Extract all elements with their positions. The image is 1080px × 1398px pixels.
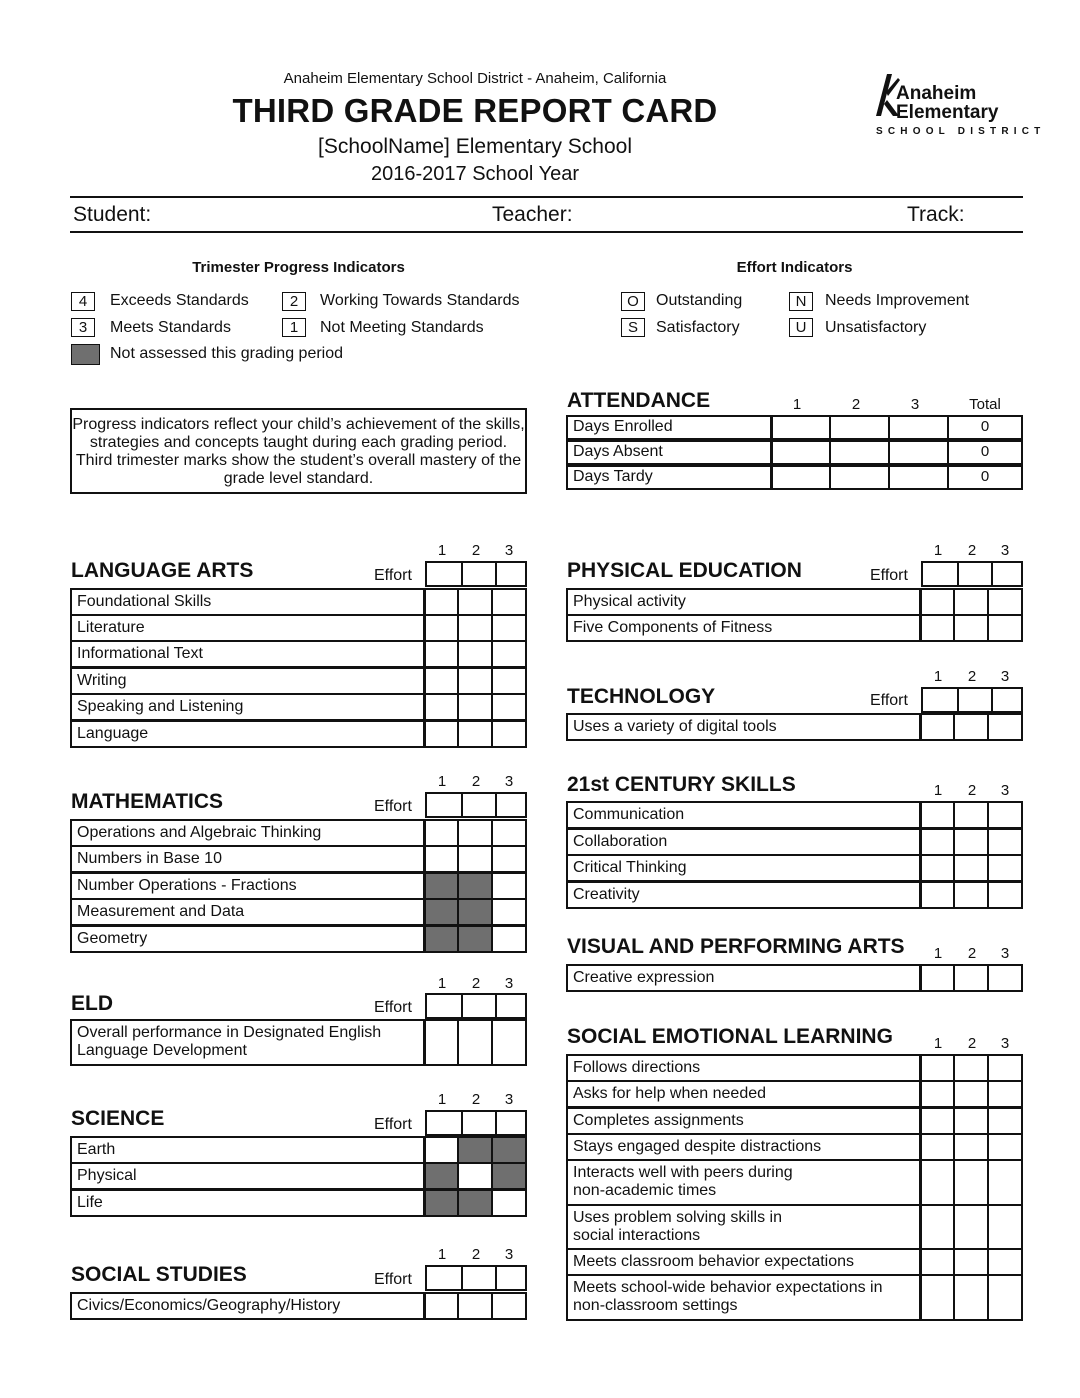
legend-label: Working Towards Standards [320, 292, 520, 309]
row-label: Language [77, 725, 149, 742]
row-label: Writing [77, 672, 127, 689]
attendance-cell[interactable] [829, 442, 888, 463]
table-row [566, 588, 1023, 616]
table-row [566, 854, 1023, 882]
grade-cell[interactable] [457, 695, 491, 719]
legend-code: 2 [282, 292, 306, 311]
grade-cell[interactable] [919, 1276, 953, 1319]
legend-code: S [621, 318, 645, 337]
not-assessed-cell [423, 1191, 457, 1215]
legend-code: 1 [282, 318, 306, 337]
attendance-col: 1 [792, 396, 802, 413]
grade-cell[interactable] [987, 1082, 1021, 1106]
grade-cell[interactable] [491, 900, 525, 924]
grade-cell[interactable] [987, 830, 1021, 854]
grade-cell[interactable] [491, 642, 525, 666]
grade-cell[interactable] [987, 1109, 1021, 1133]
attendance-col: Total [969, 396, 1001, 413]
table-row [566, 1054, 1023, 1082]
divider [70, 196, 1023, 198]
grade-cell[interactable] [987, 616, 1021, 640]
period-number: 1 [437, 1091, 447, 1108]
period-number: 1 [933, 542, 943, 559]
logo-line1: Anaheim [896, 83, 977, 104]
period-number: 2 [471, 542, 481, 559]
student-label: Student: [73, 203, 152, 226]
attendance-col: 3 [910, 396, 920, 413]
table-row [70, 819, 527, 847]
row-label: Literature [77, 619, 145, 636]
table-row [566, 1080, 1023, 1108]
effort-cell[interactable] [957, 563, 991, 585]
effort-cell[interactable] [923, 563, 957, 585]
effort-cell[interactable] [427, 995, 461, 1017]
table-row [566, 1133, 1023, 1161]
grade-cell[interactable] [919, 1056, 953, 1080]
grade-cell[interactable] [953, 803, 987, 827]
attendance-cell[interactable] [770, 467, 829, 488]
row-label [72, 1021, 423, 1064]
grade-cell[interactable] [423, 1138, 457, 1162]
not-assessed-cell [457, 900, 491, 924]
not-assessed-cell [457, 1138, 491, 1162]
grade-cell[interactable] [457, 722, 491, 746]
effort-box [425, 993, 527, 1019]
effort-label: Effort [374, 1116, 412, 1133]
effort-cell[interactable] [427, 1267, 461, 1289]
table-row [70, 693, 527, 721]
grade-cell[interactable] [423, 821, 457, 845]
period-number: 3 [504, 1246, 514, 1263]
not-assessed-cell [423, 874, 457, 898]
not-assessed-cell [491, 1138, 525, 1162]
row-label-line: Language Development [77, 1042, 247, 1059]
legend-label: Not assessed this grading period [110, 345, 344, 362]
effort-cell[interactable] [461, 1112, 495, 1134]
row-label: Creativity [573, 886, 640, 903]
attendance-row [566, 465, 1023, 490]
row-label-line: non-academic times [573, 1182, 717, 1199]
grade-cell[interactable] [987, 1206, 1021, 1248]
legend-code: 4 [71, 292, 95, 311]
effort-box [425, 561, 527, 587]
section-title-physical-education: PHYSICAL EDUCATION [567, 559, 802, 582]
grade-cell[interactable] [919, 830, 953, 854]
effort-label: Effort [374, 1271, 412, 1288]
grade-cell[interactable] [919, 883, 953, 907]
effort-box [425, 1110, 527, 1136]
grade-cell[interactable] [953, 966, 987, 990]
table-row [70, 898, 527, 926]
attendance-cell[interactable] [888, 442, 947, 463]
grade-cell[interactable] [457, 1164, 491, 1188]
row-label-line: Overall performance in Designated English [77, 1024, 382, 1041]
effort-cell[interactable] [461, 563, 495, 585]
progress-legend-title: Trimester Progress Indicators [192, 259, 405, 276]
table-row [566, 881, 1023, 909]
row-label: Life [77, 1194, 103, 1211]
attendance-total[interactable]: 0 [947, 417, 1021, 438]
effort-label: Effort [374, 999, 412, 1016]
grade-cell[interactable] [491, 821, 525, 845]
grade-cell[interactable] [423, 722, 457, 746]
grade-cell[interactable] [919, 803, 953, 827]
effort-cell[interactable] [495, 1112, 525, 1134]
grade-cell[interactable] [919, 590, 953, 614]
attendance-cell[interactable] [770, 442, 829, 463]
grade-cell[interactable] [953, 883, 987, 907]
effort-cell[interactable] [495, 1267, 525, 1289]
grade-cell[interactable] [987, 1161, 1021, 1204]
grade-cell[interactable] [953, 1276, 987, 1319]
grade-cell[interactable] [491, 874, 525, 898]
period-number: 3 [504, 542, 514, 559]
grade-cell[interactable] [953, 1056, 987, 1080]
divider [70, 231, 1023, 233]
grade-cell[interactable] [423, 616, 457, 640]
period-number: 2 [471, 975, 481, 992]
table-row [566, 1274, 1023, 1321]
period-number: 1 [437, 542, 447, 559]
table-row [70, 925, 527, 953]
legend-label: Needs Improvement [825, 292, 970, 309]
grade-cell[interactable] [491, 616, 525, 640]
table-row [70, 1019, 527, 1066]
period-number: 1 [933, 782, 943, 799]
effort-box [921, 687, 1023, 713]
grade-cell[interactable] [457, 590, 491, 614]
grade-cell[interactable] [953, 715, 987, 739]
grade-cell[interactable] [457, 642, 491, 666]
section-title-science: SCIENCE [71, 1107, 165, 1130]
legend-label: Not Meeting Standards [320, 319, 484, 336]
effort-box [921, 561, 1023, 587]
effort-cell[interactable] [461, 1267, 495, 1289]
legend-label: Meets Standards [110, 319, 231, 336]
section-title-visual-performing-arts: VISUAL AND PERFORMING ARTS [567, 935, 905, 958]
grade-cell[interactable] [987, 856, 1021, 880]
attendance-title: ATTENDANCE [567, 389, 711, 412]
row-label: Communication [573, 806, 685, 823]
grade-cell[interactable] [491, 669, 525, 693]
period-number: 2 [967, 542, 977, 559]
period-number: 3 [504, 773, 514, 790]
grade-cell[interactable] [457, 1021, 491, 1064]
not-assessed-cell [457, 874, 491, 898]
period-number: 2 [967, 1035, 977, 1052]
table-row [70, 1136, 527, 1164]
period-number: 3 [504, 1091, 514, 1108]
effort-cell[interactable] [495, 563, 525, 585]
grade-cell[interactable] [953, 590, 987, 614]
attendance-cell[interactable] [888, 467, 947, 488]
table-row [566, 614, 1023, 642]
attendance-cell[interactable] [888, 417, 947, 438]
legend-label: Unsatisfactory [825, 319, 927, 336]
grade-cell[interactable] [987, 715, 1021, 739]
grade-cell[interactable] [919, 1161, 953, 1204]
grade-cell[interactable] [987, 803, 1021, 827]
row-label: Measurement and Data [77, 903, 245, 920]
table-row [566, 828, 1023, 856]
table-row [70, 614, 527, 642]
attendance-total[interactable]: 0 [947, 442, 1021, 463]
row-label [568, 1276, 919, 1319]
effort-label: Effort [374, 798, 412, 815]
grade-cell[interactable] [987, 966, 1021, 990]
grade-cell[interactable] [953, 1250, 987, 1274]
grade-cell[interactable] [987, 590, 1021, 614]
row-label [568, 1206, 919, 1248]
grade-cell[interactable] [423, 1294, 457, 1318]
grade-cell[interactable] [491, 847, 525, 871]
grade-cell[interactable] [953, 830, 987, 854]
grade-cell[interactable] [457, 847, 491, 871]
row-label: Numbers in Base 10 [77, 850, 222, 867]
grade-cell[interactable] [423, 669, 457, 693]
track-label: Track: [907, 203, 965, 226]
grade-cell[interactable] [987, 1250, 1021, 1274]
period-number: 2 [471, 773, 481, 790]
row-label: Civics/Economics/Geography/History [77, 1297, 341, 1314]
grade-cell[interactable] [919, 1082, 953, 1106]
legend-code: O [621, 292, 645, 311]
grade-cell[interactable] [919, 1135, 953, 1159]
row-label: Completes assignments [573, 1112, 744, 1129]
period-number: 3 [1000, 668, 1010, 685]
attendance-row [566, 415, 1023, 440]
grade-cell[interactable] [423, 642, 457, 666]
grade-cell[interactable] [987, 1056, 1021, 1080]
row-label: Meets classroom behavior expectations [573, 1253, 855, 1270]
row-label: Informational Text [77, 645, 203, 662]
section-title-mathematics: MATHEMATICS [71, 790, 224, 813]
table-row [566, 1248, 1023, 1276]
row-label: Foundational Skills [77, 593, 212, 610]
effort-legend-title: Effort Indicators [736, 259, 853, 276]
not-assessed-cell [457, 927, 491, 951]
grade-cell[interactable] [491, 695, 525, 719]
grade-cell[interactable] [423, 1021, 457, 1064]
attendance-row-label: Days Absent [573, 443, 663, 460]
row-label: Critical Thinking [573, 859, 687, 876]
section-title-social-studies: SOCIAL STUDIES [71, 1263, 247, 1286]
effort-cell[interactable] [495, 794, 525, 816]
effort-label: Effort [870, 567, 908, 584]
grade-cell[interactable] [919, 966, 953, 990]
grade-cell[interactable] [919, 1250, 953, 1274]
logo-subtitle: SCHOOL DISTRICT [876, 126, 1046, 137]
page-title: THIRD GRADE REPORT CARD [232, 92, 718, 129]
row-label: Follows directions [573, 1059, 701, 1076]
effort-cell[interactable] [923, 689, 957, 711]
effort-cell[interactable] [427, 1112, 461, 1134]
effort-cell[interactable] [991, 563, 1021, 585]
grade-cell[interactable] [491, 1021, 525, 1064]
row-label: Uses a variety of digital tools [573, 718, 777, 735]
grade-cell[interactable] [423, 590, 457, 614]
progress-note: Progress indicators reflect your child’s achievement of the skills, strategies and concepts taught during each grading period. Third trimester marks show the student’s overall mastery of the grade level standard. [70, 408, 527, 494]
table-row [566, 801, 1023, 829]
period-number: 2 [471, 1091, 481, 1108]
period-number: 2 [471, 1246, 481, 1263]
period-number: 2 [967, 782, 977, 799]
grade-cell[interactable] [953, 1206, 987, 1248]
grade-cell[interactable] [423, 847, 457, 871]
row-label-line: non-classroom settings [573, 1297, 738, 1314]
table-row [566, 1204, 1023, 1250]
grade-cell[interactable] [919, 616, 953, 640]
school-name: [SchoolName] Elementary School [318, 135, 632, 158]
school-year: 2016-2017 School Year [371, 163, 579, 185]
effort-cell[interactable] [427, 563, 461, 585]
grade-cell[interactable] [491, 1294, 525, 1318]
grade-cell[interactable] [491, 1191, 525, 1215]
effort-cell[interactable] [991, 689, 1021, 711]
attendance-cell[interactable] [829, 417, 888, 438]
not-assessed-swatch [71, 344, 100, 365]
grade-cell[interactable] [987, 883, 1021, 907]
grade-cell[interactable] [457, 821, 491, 845]
table-row [70, 1189, 527, 1217]
row-label: Asks for help when needed [573, 1085, 767, 1102]
grade-cell[interactable] [491, 722, 525, 746]
grade-cell[interactable] [987, 1135, 1021, 1159]
table-row [70, 640, 527, 668]
attendance-cell[interactable] [770, 417, 829, 438]
attendance-row-label: Days Tardy [573, 468, 653, 485]
row-label-line: Meets school-wide behavior expectations in [573, 1279, 883, 1296]
row-label: Physical activity [573, 593, 686, 610]
not-assessed-cell [423, 927, 457, 951]
grade-cell[interactable] [457, 669, 491, 693]
row-label [568, 1161, 919, 1204]
attendance-total[interactable]: 0 [947, 467, 1021, 488]
period-number: 3 [1000, 1035, 1010, 1052]
row-label: Operations and Algebraic Thinking [77, 824, 322, 841]
effort-cell[interactable] [495, 995, 525, 1017]
row-label-line: social interactions [573, 1227, 701, 1244]
table-row [70, 872, 527, 900]
grade-cell[interactable] [919, 1206, 953, 1248]
attendance-row [566, 440, 1023, 465]
section-title-social-emotional-learning: SOCIAL EMOTIONAL LEARNING [567, 1025, 893, 1048]
effort-cell[interactable] [957, 689, 991, 711]
grade-cell[interactable] [953, 856, 987, 880]
period-number: 1 [933, 945, 943, 962]
period-number: 2 [967, 668, 977, 685]
effort-cell[interactable] [427, 794, 461, 816]
table-row [70, 845, 527, 873]
row-label: Geometry [77, 930, 148, 947]
table-row [70, 588, 527, 616]
grade-cell[interactable] [953, 616, 987, 640]
row-label: Creative expression [573, 969, 715, 986]
grade-cell[interactable] [457, 1294, 491, 1318]
legend-code: U [789, 318, 813, 337]
effort-box [425, 792, 527, 818]
section-title-eld: ELD [71, 992, 113, 1015]
grade-cell[interactable] [919, 715, 953, 739]
period-number: 1 [437, 975, 447, 992]
legend-label: Exceeds Standards [110, 292, 249, 309]
row-label-line: Interacts well with peers during [573, 1164, 793, 1181]
legend-code: 3 [71, 318, 95, 337]
table-row [70, 667, 527, 695]
attendance-cell[interactable] [829, 467, 888, 488]
period-number: 2 [967, 945, 977, 962]
period-number: 1 [933, 668, 943, 685]
logo-line2: Elementary [896, 102, 999, 123]
grade-cell[interactable] [491, 590, 525, 614]
row-label-line: Uses problem solving skills in [573, 1209, 782, 1226]
effort-box [425, 1265, 527, 1291]
grade-cell[interactable] [987, 1276, 1021, 1319]
table-row [70, 1292, 527, 1320]
row-label: Physical [77, 1167, 137, 1184]
legend-code: N [789, 292, 813, 311]
period-number: 1 [933, 1035, 943, 1052]
row-label: Five Components of Fitness [573, 619, 773, 636]
effort-label: Effort [374, 567, 412, 584]
table-row [566, 964, 1023, 992]
period-number: 3 [504, 975, 514, 992]
grade-cell[interactable] [919, 856, 953, 880]
table-row [70, 720, 527, 748]
period-number: 1 [437, 773, 447, 790]
grade-cell[interactable] [953, 1082, 987, 1106]
effort-cell[interactable] [461, 995, 495, 1017]
not-assessed-cell [491, 1164, 525, 1188]
table-row [566, 713, 1023, 741]
attendance-row-label: Days Enrolled [573, 418, 673, 435]
row-label: Collaboration [573, 833, 668, 850]
grade-cell[interactable] [953, 1161, 987, 1204]
table-row [70, 1162, 527, 1190]
not-assessed-cell [423, 900, 457, 924]
grade-cell[interactable] [457, 616, 491, 640]
legend-label: Satisfactory [656, 319, 740, 336]
period-number: 3 [1000, 945, 1010, 962]
section-title-technology: TECHNOLOGY [567, 685, 716, 708]
teacher-label: Teacher: [492, 203, 573, 226]
effort-cell[interactable] [461, 794, 495, 816]
attendance-col: 2 [851, 396, 861, 413]
legend-label: Outstanding [656, 292, 743, 309]
not-assessed-cell [457, 1191, 491, 1215]
not-assessed-cell [423, 1164, 457, 1188]
row-label: Speaking and Listening [77, 698, 244, 715]
grade-cell[interactable] [953, 1109, 987, 1133]
period-number: 3 [1000, 542, 1010, 559]
effort-label: Effort [870, 692, 908, 709]
row-label: Number Operations - Fractions [77, 877, 297, 894]
district-line: Anaheim Elementary School District - Anaheim, California [283, 70, 667, 87]
table-row [566, 1107, 1023, 1135]
grade-cell[interactable] [423, 695, 457, 719]
grade-cell[interactable] [953, 1135, 987, 1159]
period-number: 3 [1000, 782, 1010, 799]
grade-cell[interactable] [919, 1109, 953, 1133]
section-title-21st-century-skills: 21st CENTURY SKILLS [567, 773, 796, 796]
period-number: 1 [437, 1246, 447, 1263]
row-label: Earth [77, 1141, 116, 1158]
row-label: Stays engaged despite distractions [573, 1138, 822, 1155]
grade-cell[interactable] [491, 927, 525, 951]
table-row [566, 1159, 1023, 1206]
section-title-language-arts: LANGUAGE ARTS [71, 559, 254, 582]
